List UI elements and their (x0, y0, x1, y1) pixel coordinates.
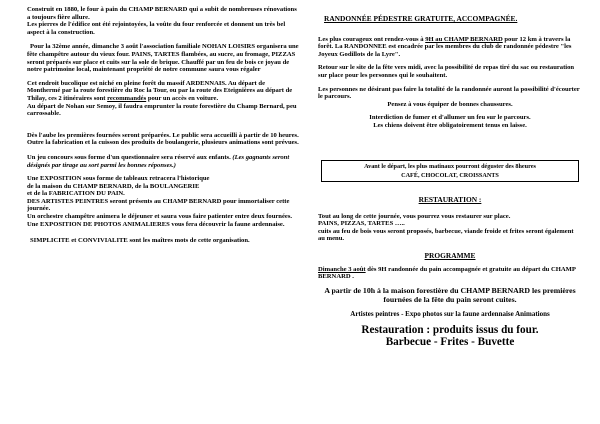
exhibition-line-1: Une EXPOSITION sous forme de tableaux retracera l'historique (27, 175, 210, 183)
intro-paragraph: Construit en 1880, le four à pain du CHAMP BERNARD qui a subit de nombreuses rénovations a toujours fière allure. (27, 6, 297, 21)
recommended-text: recommandés (107, 94, 147, 102)
programme-rando: dès 9H randonnée du pain accompagnée et gratuite au départ du CHAMP BERNARD . (318, 265, 576, 281)
programme-barbecue: Barbecue - Frites - Buvette (385, 336, 515, 349)
rando-paragraph (318, 36, 582, 59)
no-smoking-paragraph: Interdiction de fumer et d'allumer un feu sur le parcours. (369, 114, 531, 122)
restauration-line-3: cuits au feu de bois vous seront proposés, barbecue, viande froide et frites seront également au menu. (318, 227, 574, 243)
contest-text: Un jeu concours sous forme d'un questionnaire sera réservé aux enfants. (27, 153, 231, 161)
location-paragraph (27, 80, 299, 103)
shoes-paragraph: Pensez à vous équiper de bonnes chaussures. (387, 100, 513, 108)
orchestra-paragraph: Un orchestre champêtre animera le déjeuner et saura vous faire patienter entre deux fournées. (27, 213, 293, 221)
dogs-paragraph: Les chiens doivent être obligatoirement tenus en laisse. (373, 121, 527, 129)
rando-text-a: Les plus courageux ont rendez-vous à (318, 35, 424, 43)
left-column (27, 0, 299, 245)
programme-restauration: Restauration : produits issus du four. (361, 323, 539, 336)
breakfast-line-1: Avant le départ, les plus matinaux pourront déguster des 8heures (364, 163, 536, 170)
right-column (318, 0, 582, 349)
exhibition-line-2: de la maison du CHAMP BERNARD, de la BOULANGERIE (27, 182, 200, 190)
rando-title: RANDONNÉE PÉDESTRE GRATUITE, ACCOMPAGNÉE. (324, 14, 518, 23)
breakfast-box (321, 160, 579, 182)
location-end-text: pour un accès en voiture. (147, 94, 219, 102)
contest-note: (Les gagnants seront désignés par tirage au sort parmi les bonnes réponses.) (27, 153, 290, 169)
restauration-line-2: PAINS, PIZZAS, TARTES ….. (318, 220, 405, 228)
photo-exhibition-paragraph: Une EXPOSITION DE PHOTOS ANIMALIERES vous fera découvrir la faune ardennaise. (27, 220, 285, 228)
programme-title: PROGRAMME (424, 250, 476, 260)
fete-paragraph: Pour la 32ème année, dimanche 3 août l'association familiale NOHAN LOISIRS organisera une fête champêtre autour du vieux four. PAINS, TARTES flambées, au sucre, au fromage, PIZZAS seront préparés sur place et cuits sur la sole de brique. Chauffé par un feu de bois ce joyau de notre patrimoine local, maintenant propriété de notre commune saura vous régaler (27, 43, 299, 74)
restauration-title: RESTAURATION : (418, 195, 482, 204)
rando-meeting-time: 9H au CHAMP BERNARD (425, 35, 503, 43)
fabrication-paragraph: Outre la fabrication et la cuisson des produits de boulangerie, plusieurs animations sont prévues. (27, 139, 299, 147)
dawn-paragraph: Dès l'aube les premières fournées seront préparées. Le public sera accueilli à partir de 10 heures. (27, 131, 299, 139)
programme-line-3: Artistes peintres - Expo photos sur la faune ardennaise Animations (350, 309, 550, 318)
restauration-line-1: Tout au long de cette journée, vous pourrez vous restaurer sur place. (318, 212, 511, 220)
programme-line-2: A partir de 10h à la maison forestière du CHAMP BERNARD les premières fournées de la fête du pain seront cuites. (324, 285, 576, 304)
shorten-paragraph: Les personnes ne désirant pas faire la totalité de la randonnée auront la possibilité d'écourter le parcours. (318, 85, 580, 101)
simplicity-paragraph: SIMPLICITE et CONVIVIALITE sont les maîtres mots de cette organisation. (30, 237, 250, 245)
breakfast-line-2: CAFÉ, CHOCOLAT, CROISSANTS (401, 172, 499, 180)
renovation-paragraph: Les pierres de l'édifice ont été rejointoyées, la voûte du four renforcée et donnent un très bel aspect à la construction. (27, 21, 286, 36)
programme-line-1 (318, 266, 582, 281)
restauration-section (318, 196, 582, 349)
rando-text-b: pour 12 km à travers la forêt. La RANDONNEE est encadrée par les membres du club de randonnée pédestre "les Joyeux Godillots de la Lyre". (318, 35, 572, 58)
contest-paragraph (27, 154, 299, 169)
return-paragraph: Retour sur le site de la fête vers midi, avec la possibilité de repas tiré du sac ou restauration sur place pour les personnes qui le souhaitent. (318, 64, 575, 79)
exhibition-line-3: et de la FABRICATION DU PAIN. (27, 190, 125, 198)
location-text: Cet endroit bucolique est niché en pleine forêt du massif ARDENNAIS. Au départ de Monthermé par la route forestière du Roc la Tour, ou par la route des Eteignières au départ de Thilay, ces 2 itinéraires sont (27, 79, 293, 102)
programme-date: Dimanche 3 août (318, 265, 366, 273)
nohan-paragraph: Au départ de Nohan sur Semoy, il faudra emprunter la route forestière du Champ Bernard, peu carrossable. (27, 102, 297, 118)
painters-paragraph: DES ARTISTES PEINTRES seront présents au CHAMP BERNARD pour immortaliser cette journée. (27, 197, 290, 213)
